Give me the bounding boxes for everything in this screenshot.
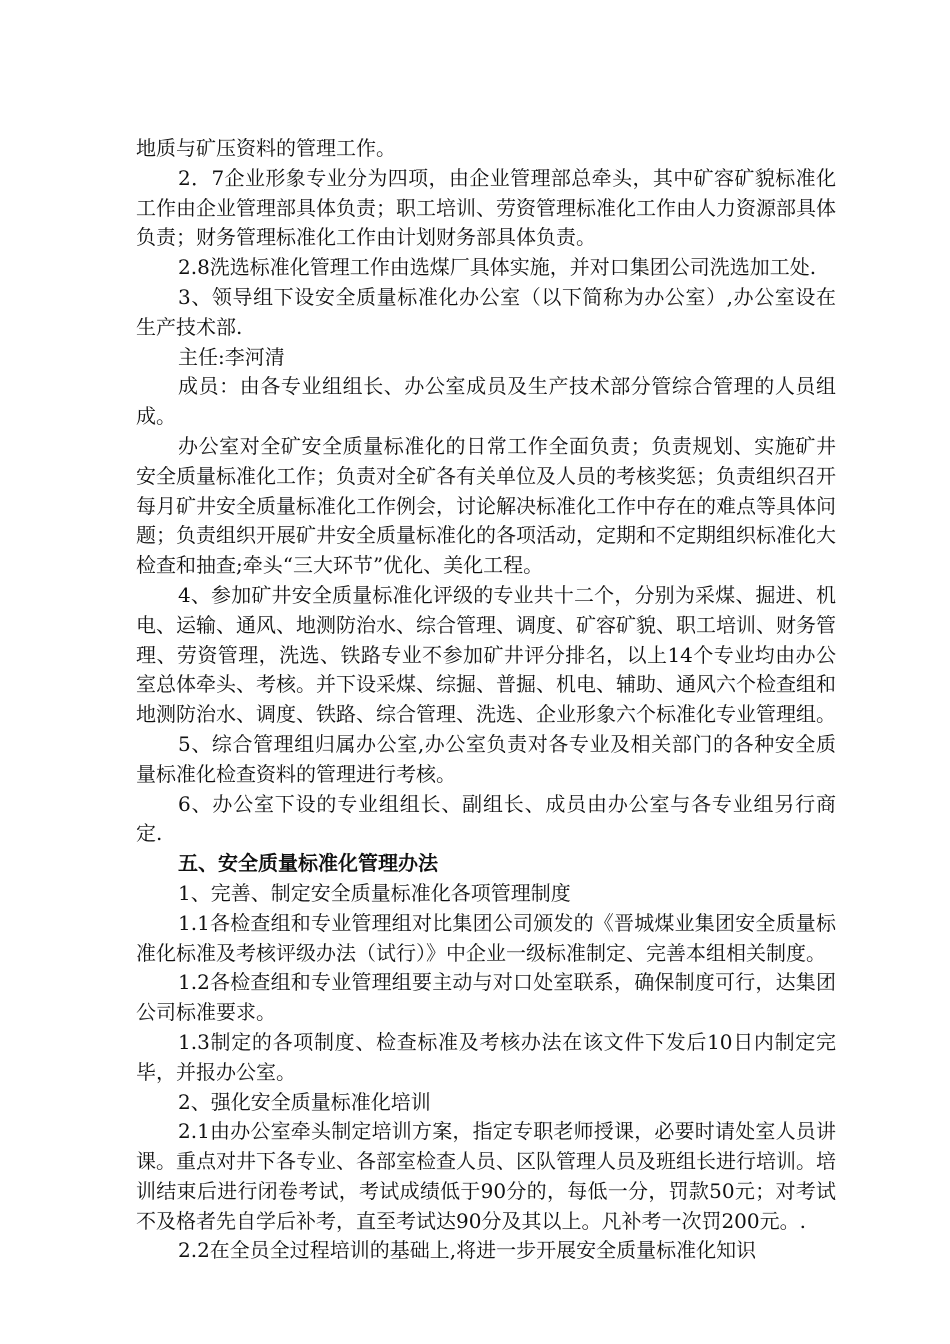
paragraph: 4、参加矿井安全质量标准化评级的专业共十二个，分别为采煤、掘进、机电、运输、通风、地测防治水、综合管理、调度、矿容矿貌、职工培训、财务管理、劳资管理，洗选、铁路专业不参加矿井评分排名，以上14个专业均由办公室总体牵头、考核。并下设采煤、综掘、普掘、机电、辅助、通风六个检查组和地测防治水、调度、铁路、综合管理、洗选、企业形象六个标准化专业管理组。 (136, 582, 836, 727)
paragraph: 2.2在全员全过程培训的基础上,将进一步开展安全质量标准化知识 (178, 1238, 757, 1263)
paragraph: 6、办公室下设的专业组组长、副组长、成员由办公室与各专业组另行商定. (136, 791, 836, 846)
paragraph: 2、强化安全质量标准化培训 (178, 1089, 431, 1114)
paragraph: 1.2各检查组和专业管理组要主动与对口处室联系，确保制度可行，达集团公司标准要求。 (136, 970, 836, 1025)
paragraph: 5、综合管理组归属办公室,办公室负责对各专业及相关部门的各种安全质量标准化检查资料的管理进行考核。 (136, 731, 836, 786)
paragraph: 1、完善、制定安全质量标准化各项管理制度 (178, 880, 571, 905)
paragraph: 1.1各检查组和专业管理组对比集团公司颁发的《晋城煤业集团安全质量标准化标准及考核评级办法（试行）》中企业一级标准制定、完善本组相关制度。 (136, 910, 836, 965)
paragraph: 办公室对全矿安全质量标准化的日常工作全面负责；负责规划、实施矿井安全质量标准化工作；负责对全矿各有关单位及人员的考核奖惩；负责组织召开每月矿井安全质量标准化工作例会，讨论解决标准化工作中存在的难点等具体问题；负责组织开展矿井安全质量标准化的各项活动，定期和不定期组织标准化大检查和抽查;牵头“三大环节”优化、美化工程。 (136, 433, 836, 578)
document-body (136, 134, 836, 1266)
paragraph: 2.1由办公室牵头制定培训方案，指定专职老师授课，必要时请处室人员讲课。重点对井下各专业、各部室检查人员、区队管理人员及班组长进行培训。培训结束后进行闭卷考试，考试成绩低于90分的，每低一分，罚款50元；对考试不及格者先自学后补考，直至考试达90分及其以上。凡补考一次罚200元。. (136, 1119, 836, 1233)
paragraph: 成员：由各专业组组长、办公室成员及生产技术部分管综合管理的人员组成。 (136, 374, 836, 429)
paragraph: 3、领导组下设安全质量标准化办公室（以下简称为办公室）,办公室设在生产技术部. (136, 284, 836, 339)
paragraph: 2．7企业形象专业分为四项，由企业管理部总牵头，其中矿容矿貌标准化工作由企业管理部具体负责；职工培训、劳资管理标准化工作由人力资源部具体负责；财务管理标准化工作由计划财务部具体负责。 (136, 165, 836, 250)
section-heading: 五、安全质量标准化管理办法 (178, 851, 438, 876)
paragraph: 1.3制定的各项制度、检查标准及考核办法在该文件下发后10日内制定完毕，并报办公室。 (136, 1029, 836, 1084)
paragraph: 主任:李河清 (178, 344, 285, 369)
paragraph: 2.8洗选标准化管理工作由选煤厂具体实施，并对口集团公司洗选加工处. (178, 255, 817, 280)
paragraph: 地质与矿压资料的管理工作。 (136, 136, 396, 160)
